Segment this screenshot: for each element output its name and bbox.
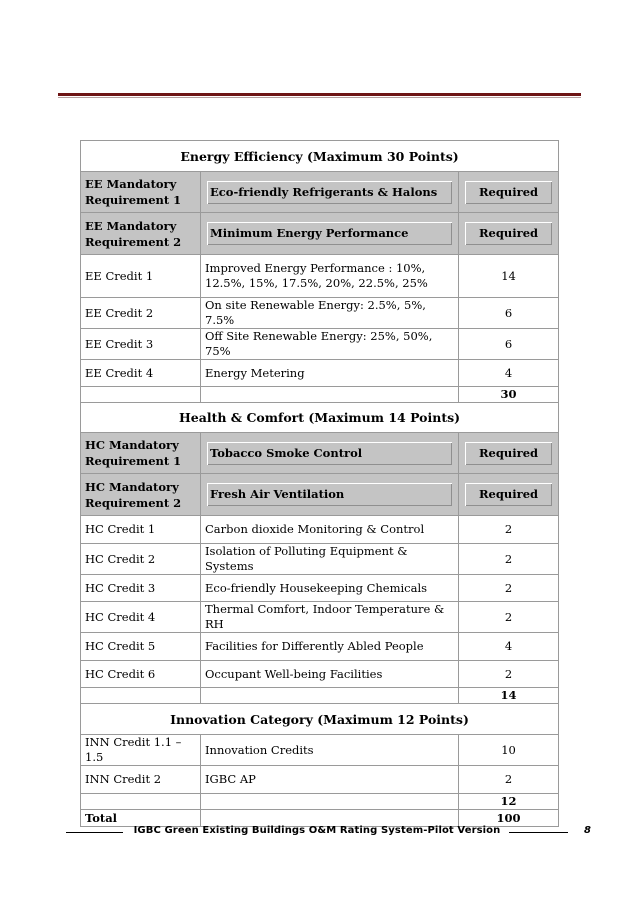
- header-rule-shadow: [58, 97, 581, 98]
- section-heading-energy: [81, 141, 559, 172]
- footer-rule-left: [66, 832, 123, 833]
- requirement-name-cell: [201, 213, 459, 255]
- page-footer: [0, 823, 638, 841]
- credit-code: EE Credit 2: [81, 298, 201, 329]
- total-value: 100: [459, 810, 559, 827]
- section-title: Energy Efficiency (Maximum 30 Points): [81, 141, 559, 172]
- credit-name: Thermal Comfort, Indoor Temperature & RH: [201, 602, 459, 633]
- credit-code: EE Credit 4: [81, 360, 201, 387]
- page-number: 8: [584, 825, 591, 836]
- credit-name: Occupant Well-being Facilities: [201, 661, 459, 688]
- mandatory-row: [81, 474, 559, 516]
- credit-points: 2: [459, 575, 559, 602]
- credit-points: 2: [459, 766, 559, 794]
- subtotal-row: [81, 794, 559, 810]
- credit-points: 14: [459, 255, 559, 298]
- requirement-points-cell: [459, 433, 559, 474]
- credit-points: 2: [459, 602, 559, 633]
- section-title: Innovation Category (Maximum 12 Points): [81, 704, 559, 735]
- credit-name: IGBC AP: [201, 766, 459, 794]
- requirement-name-cell: [201, 474, 459, 516]
- credit-code: EE Credit 1: [81, 255, 201, 298]
- section-title: Health & Comfort (Maximum 14 Points): [81, 403, 559, 433]
- mandatory-row: [81, 433, 559, 474]
- credit-points: 10: [459, 735, 559, 766]
- credit-code: HC Credit 1: [81, 516, 201, 544]
- requirement-points: Required: [465, 442, 552, 465]
- mandatory-row: [81, 213, 559, 255]
- rating-points-table: [80, 140, 559, 827]
- mandatory-row: [81, 172, 559, 213]
- credit-row: [81, 735, 559, 766]
- requirement-points: Required: [465, 181, 552, 204]
- requirement-name: Eco-friendly Refrigerants & Halons: [207, 181, 452, 204]
- credit-name: Energy Metering: [201, 360, 459, 387]
- credit-name: Eco-friendly Housekeeping Chemicals: [201, 575, 459, 602]
- subtotal-row: [81, 688, 559, 704]
- credit-row: [81, 329, 559, 360]
- requirement-name-cell: [201, 433, 459, 474]
- subtotal-value: 30: [459, 387, 559, 403]
- credit-row: [81, 602, 559, 633]
- credit-code: HC Credit 5: [81, 633, 201, 661]
- credit-points: 2: [459, 661, 559, 688]
- subtotal-value: 12: [459, 794, 559, 810]
- credit-row: [81, 633, 559, 661]
- credit-code: INN Credit 1.1 – 1.5: [81, 735, 201, 766]
- section-heading-innovation: [81, 704, 559, 735]
- credit-name: Isolation of Polluting Equipment & Systems: [201, 544, 459, 575]
- requirement-name-cell: [201, 172, 459, 213]
- requirement-code: EE Mandatory Requirement 2: [81, 213, 201, 255]
- credit-code: HC Credit 6: [81, 661, 201, 688]
- requirement-code: EE Mandatory Requirement 1: [81, 172, 201, 213]
- section-heading-health: [81, 403, 559, 433]
- credit-code: EE Credit 3: [81, 329, 201, 360]
- credit-code: HC Credit 4: [81, 602, 201, 633]
- total-label: Total: [81, 810, 201, 827]
- requirement-points-cell: [459, 213, 559, 255]
- subtotal-row: [81, 387, 559, 403]
- credit-points: 4: [459, 360, 559, 387]
- footer-rule-right: [509, 832, 568, 833]
- credit-points: 2: [459, 516, 559, 544]
- credit-row: [81, 544, 559, 575]
- credit-points: 4: [459, 633, 559, 661]
- credit-row: [81, 360, 559, 387]
- credit-points: 6: [459, 298, 559, 329]
- credit-name: On site Renewable Energy: 2.5%, 5%, 7.5%: [201, 298, 459, 329]
- requirement-name: Minimum Energy Performance: [207, 222, 452, 245]
- requirement-name: Fresh Air Ventilation: [207, 483, 452, 506]
- requirement-code: HC Mandatory Requirement 2: [81, 474, 201, 516]
- footer-title: IGBC Green Existing Buildings O&M Rating System-Pilot Version: [133, 825, 501, 836]
- credit-name: Improved Energy Performance : 10%, 12.5%, 15%, 17.5%, 20%, 22.5%, 25%: [201, 255, 459, 298]
- credit-name: Off Site Renewable Energy: 25%, 50%, 75%: [201, 329, 459, 360]
- credit-name: Innovation Credits: [201, 735, 459, 766]
- requirement-code: HC Mandatory Requirement 1: [81, 433, 201, 474]
- requirement-points: Required: [465, 222, 552, 245]
- credit-row: [81, 766, 559, 794]
- credit-code: HC Credit 3: [81, 575, 201, 602]
- credit-code: INN Credit 2: [81, 766, 201, 794]
- credit-code: HC Credit 2: [81, 544, 201, 575]
- requirement-points: Required: [465, 483, 552, 506]
- credit-row: [81, 298, 559, 329]
- credit-points: 6: [459, 329, 559, 360]
- credit-name: Facilities for Differently Abled People: [201, 633, 459, 661]
- credit-points: 2: [459, 544, 559, 575]
- credit-row: [81, 516, 559, 544]
- requirement-points-cell: [459, 172, 559, 213]
- credit-name: Carbon dioxide Monitoring & Control: [201, 516, 459, 544]
- credit-row: [81, 575, 559, 602]
- requirement-name: Tobacco Smoke Control: [207, 442, 452, 465]
- header-rule: [58, 93, 581, 96]
- subtotal-value: 14: [459, 688, 559, 704]
- credit-row: [81, 255, 559, 298]
- credit-row: [81, 661, 559, 688]
- requirement-points-cell: [459, 474, 559, 516]
